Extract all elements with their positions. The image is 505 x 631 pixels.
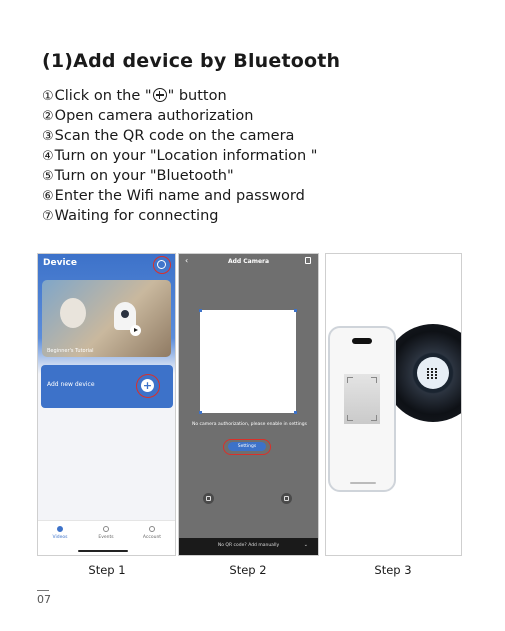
step-3-number: ③ — [42, 129, 54, 144]
videos-icon — [57, 526, 63, 532]
nav-videos-label: Videos — [52, 535, 68, 540]
step-5-number: ⑤ — [42, 169, 54, 184]
step-6-number: ⑥ — [42, 189, 54, 204]
camera-qr-label — [417, 357, 449, 389]
step-1-text-after: " button — [167, 88, 227, 104]
step-2-text: Open camera authorization — [54, 108, 254, 124]
dynamic-island — [352, 338, 372, 344]
back-icon[interactable]: ‹ — [185, 256, 189, 265]
scan-corner — [371, 415, 377, 421]
step-2 — [42, 107, 253, 126]
step-7-text: Waiting for connecting — [54, 208, 219, 224]
add-new-device-card[interactable] — [41, 365, 173, 408]
play-icon[interactable] — [130, 325, 141, 336]
nav-videos[interactable] — [45, 526, 75, 540]
bottom-nav — [38, 520, 175, 555]
tutorial-card[interactable] — [42, 280, 171, 357]
step-1-number: ① — [42, 89, 54, 104]
step-5-text: Turn on your "Bluetooth" — [54, 168, 234, 184]
screenshot-step-1 — [37, 253, 176, 556]
add-new-device-button[interactable]: + — [142, 379, 153, 392]
step-3-text: Scan the QR code on the camera — [54, 128, 295, 144]
nav-events[interactable] — [91, 526, 121, 540]
settings-button[interactable]: Settings — [228, 442, 266, 451]
nav-account-label: Account — [142, 535, 162, 540]
events-icon — [103, 526, 109, 532]
add-camera-title: Add Camera — [227, 258, 270, 265]
scan-corner — [347, 415, 353, 421]
document-icon[interactable] — [305, 257, 311, 264]
qr-code-pattern — [427, 367, 439, 379]
screenshot-step-3 — [325, 253, 462, 556]
nav-events-label: Events — [98, 535, 114, 540]
step-5 — [42, 167, 234, 186]
manual-add-bar[interactable] — [179, 538, 318, 555]
settings-highlight — [223, 439, 271, 455]
qr-scan-frame — [200, 310, 296, 413]
authorization-message: No camera authorization, please enable in settings — [192, 422, 307, 427]
home-indicator — [350, 482, 376, 484]
caption-step-3: Step 3 — [374, 563, 412, 577]
step-4 — [42, 147, 317, 166]
scan-corner — [294, 309, 297, 312]
clock-image — [60, 298, 86, 328]
scan-corner — [199, 411, 202, 414]
scan-corner — [294, 411, 297, 414]
screenshot-step-2 — [178, 253, 319, 556]
step-7 — [42, 207, 218, 226]
add-circle-icon — [153, 88, 167, 102]
gallery-icon[interactable] — [203, 493, 214, 504]
scan-preview — [344, 374, 380, 424]
add-device-highlight — [153, 256, 171, 274]
account-icon — [149, 526, 155, 532]
camera-lens — [121, 310, 129, 318]
page-number-rule — [37, 590, 49, 591]
page-number: 07 — [37, 593, 51, 606]
step-2-number: ② — [42, 109, 54, 124]
chevron-down-icon: ⌄ — [303, 542, 308, 548]
nav-account[interactable] — [137, 526, 167, 540]
step-1-text-before: Click on the " — [54, 88, 152, 104]
add-new-device-label: Add new device — [47, 381, 95, 388]
step-6 — [42, 187, 305, 206]
caption-step-1: Step 1 — [88, 563, 126, 577]
page-title: (1)Add device by Bluetooth — [42, 50, 341, 72]
add-circle-icon[interactable] — [157, 260, 166, 269]
device-header-title: Device — [43, 258, 77, 268]
step-4-number: ④ — [42, 149, 54, 164]
manual-add-link[interactable]: No QR code? Add manually — [217, 543, 280, 548]
step-6-text: Enter the Wifi name and password — [54, 188, 305, 204]
step-1 — [42, 87, 227, 106]
phone-illustration — [328, 326, 396, 492]
scan-corner — [199, 309, 202, 312]
home-indicator — [78, 550, 128, 552]
tutorial-card-label: Beginner's Tutorial — [47, 348, 94, 354]
caption-step-2: Step 2 — [229, 563, 267, 577]
scan-corner — [347, 377, 353, 383]
step-3 — [42, 127, 294, 146]
add-new-device-highlight — [136, 374, 160, 398]
step-4-text: Turn on your "Location information " — [54, 148, 318, 164]
flashlight-icon[interactable] — [281, 493, 292, 504]
scan-corner — [371, 377, 377, 383]
step-7-number: ⑦ — [42, 209, 54, 224]
